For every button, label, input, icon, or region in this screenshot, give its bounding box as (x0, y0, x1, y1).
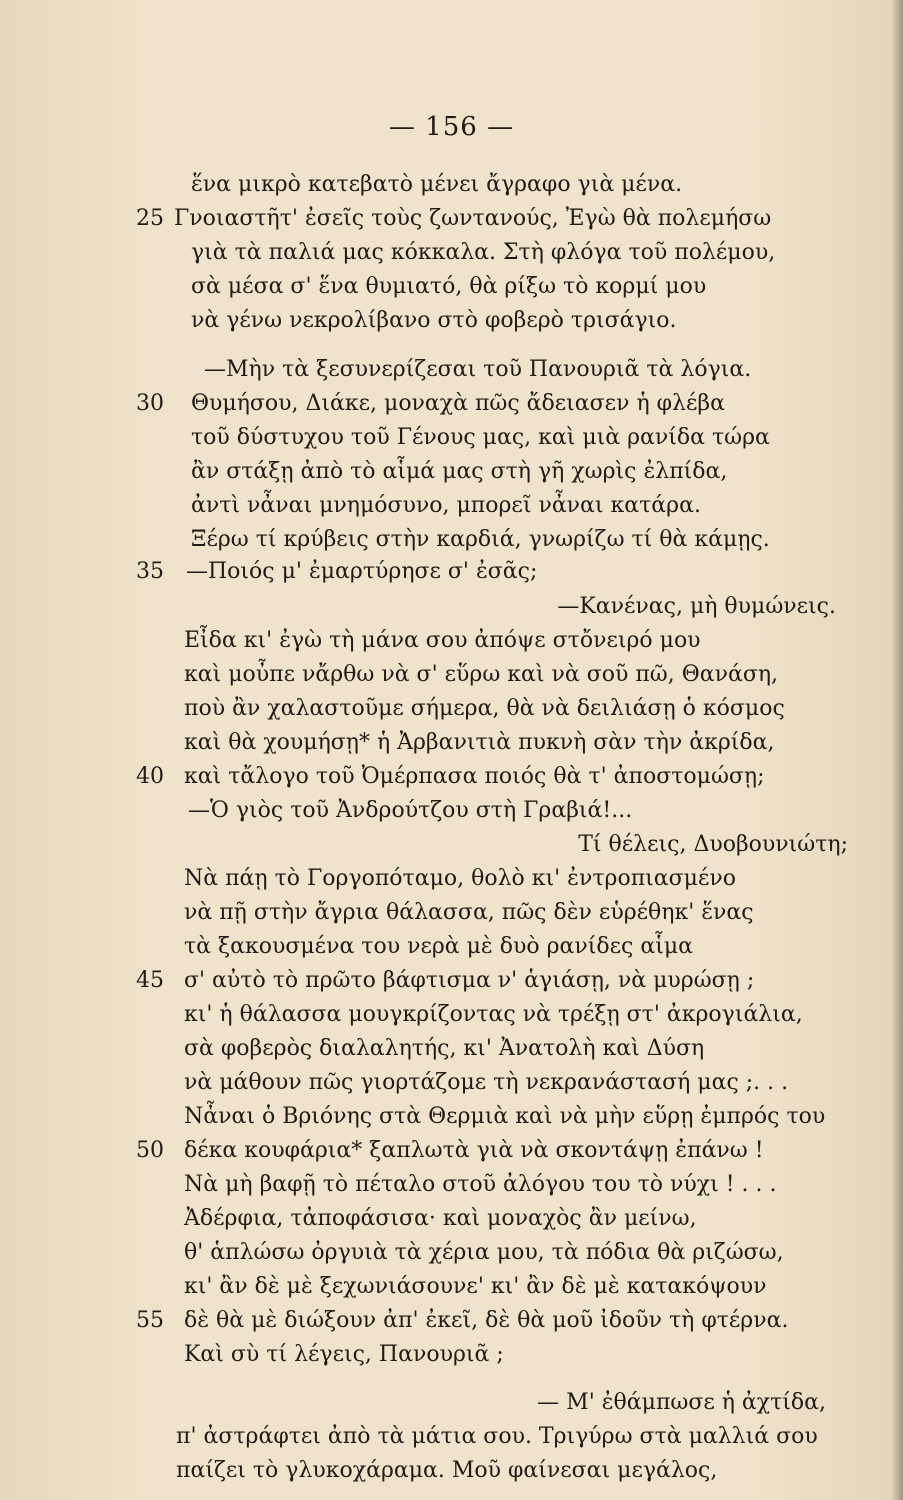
line-text: παίζει τὸ γλυκοχάραμα. Μοῦ φαίνεσαι μεγάλος, (176, 1458, 718, 1483)
line-number: 55 (136, 1308, 164, 1333)
line-text: π' ἀστράφτει ἀπὸ τὰ μάτια σου. Τριγύρω στὰ μαλλιά σου (176, 1424, 818, 1449)
line-text: τὰ ξακουσμένα του νερὰ μὲ δυὸ ρανίδες αἷμα (184, 934, 693, 959)
page-edge-shadow (891, 0, 903, 1500)
line-text: σ' αὐτὸ τὸ πρῶτο βάφτισμα ν' ἁγιάσῃ, νὰ μυρώσῃ ; (184, 968, 755, 993)
poem-line (136, 828, 848, 862)
line-text: Γνοιαστῆτ' ἐσεῖς τοὺς ζωντανούς, Ἐγὼ θὰ πολεμήσω (174, 206, 772, 231)
line-text: Εἶδα κι' ἐγὼ τὴ μάνα σου ἀπόψε στὄνειρό μου (184, 628, 701, 653)
poem-line (136, 998, 836, 1032)
line-text: Καὶ σὺ τί λέγεις, Πανουριᾶ ; (184, 1342, 504, 1367)
line-text: νὰ πῇ στὴν ἄγρια θάλασσα, πῶς δὲν εὑρέθηκ' ἕνας (184, 900, 754, 925)
poem-line (136, 1420, 836, 1454)
line-text: ποὺ ἂν χαλαστοῦμε σήμερα, θὰ νὰ δειλιάσῃ ὁ κόσμος (184, 696, 785, 721)
poem-line (136, 1134, 836, 1168)
line-text: Ἀδέρφια, τἀποφάσισα· καὶ μοναχὸς ἂν μείνω, (184, 1206, 697, 1231)
line-number: 40 (136, 764, 164, 789)
line-text: τοῦ δύστυχου τοῦ Γένους μας, καὶ μιὰ ρανίδα τώρα (191, 425, 770, 450)
line-text: καὶ τἄλογο τοῦ Ὀμέρπασα ποιός θὰ τ' ἀποστομώσῃ; (184, 764, 765, 789)
poem-line (136, 896, 836, 930)
line-number: 50 (136, 1138, 164, 1163)
poem-line (136, 421, 836, 455)
line-text: ἀντὶ νἆναι μνημόσυνο, μπορεῖ νἆναι κατάρα. (191, 493, 701, 518)
poem-line (136, 624, 836, 658)
poem-line (136, 168, 836, 202)
line-text: δὲ θὰ μὲ διώξουν ἀπ' ἐκεῖ, δὲ θὰ μοῦ ἰδοῦν τὴ φτέρνα. (184, 1308, 789, 1333)
line-text: —Ὁ γιὸς τοῦ Ἀνδρούτζου στὴ Γραβιά!... (188, 798, 633, 823)
line-text: νὰ μάθουν πῶς γιορτάζομε τὴ νεκρανάστασή μας ;. . . (184, 1070, 789, 1095)
line-text: δέκα κουφάρια* ξαπλωτὰ γιὰ νὰ σκοντάψῃ ἐπάνω ! (184, 1138, 764, 1163)
line-text: Τί θέλεις, Δυοβουνιώτη; (578, 832, 848, 857)
line-text: ἕνα μικρὸ κατεβατὸ μένει ἄγραφο γιὰ μένα. (191, 172, 683, 197)
line-text: — Μ' ἐθάμπωσε ἡ ἀχτίδα, (537, 1390, 826, 1415)
poem-line (136, 353, 836, 387)
poem-line (136, 1304, 836, 1338)
poem-line (136, 1100, 848, 1134)
poem-line (136, 1236, 836, 1270)
line-text: —Ποιός μ' ἐμαρτύρησε σ' ἐσᾶς; (186, 559, 538, 584)
line-text: σὰ μέσα σ' ἕνα θυμιατό, θὰ ρίξω τὸ κορμί μου (191, 274, 707, 299)
poem-line (136, 270, 836, 304)
poem-line (136, 760, 836, 794)
line-text: νὰ γένω νεκρολίβανο στὸ φοβερὸ τρισάγιο. (191, 308, 677, 333)
poem-line (136, 1338, 836, 1372)
line-text: Νἆναι ὁ Βριόνης στὰ Θερμιὰ καὶ νὰ μὴν εὕρῃ ἐμπρός του (184, 1104, 826, 1129)
poem-line (136, 523, 836, 557)
poem-line (136, 862, 836, 896)
poem-line (136, 930, 836, 964)
poem-line (136, 692, 836, 726)
line-text: Ξέρω τί κρύβεις στὴν καρδιά, γνωρίζω τί θὰ κάμῃς. (191, 527, 770, 552)
line-text: κι' ἡ θάλασσα μουγκρίζοντας νὰ τρέξῃ στ' ἀκρογιάλια, (184, 1002, 803, 1027)
poem-line (136, 964, 836, 998)
line-text: —Μὴν τὰ ξεσυνερίζεσαι τοῦ Πανουριᾶ τὰ λόγια. (204, 357, 752, 382)
poem-line (136, 794, 836, 828)
poem-line (136, 1066, 836, 1100)
poem-line (136, 1202, 836, 1236)
poem-line (136, 455, 836, 489)
poem-line (136, 304, 836, 338)
poem-line (136, 658, 836, 692)
line-text: καὶ θὰ χουμήσῃ* ἡ Ἀρβανιτιὰ πυκνὴ σὰν τὴν ἀκρίδα, (184, 730, 775, 755)
poem-line (136, 726, 836, 760)
line-text: Νὰ πάῃ τὸ Γοργοπόταμο, θολὸ κι' ἐντροπιασμένο (184, 866, 736, 891)
poem-line (136, 387, 836, 421)
line-text: ἂν στάξῃ ἀπὸ τὸ αἷμά μας στὴ γῆ χωρὶς ἐλπίδα, (191, 459, 728, 484)
poem-line (136, 489, 836, 523)
line-text: κι' ἂν δὲ μὲ ξεχωνιάσουνε' κι' ἂν δὲ μὲ κατακόψουν (184, 1274, 767, 1299)
line-text: θ' ἁπλώσω ὀργυιὰ τὰ χέρια μου, τὰ πόδια θὰ ριζώσω, (184, 1240, 784, 1265)
line-text: γιὰ τὰ παλιά μας κόκκαλα. Στὴ φλόγα τοῦ πολέμου, (191, 240, 776, 265)
poem-line (136, 1270, 836, 1304)
poem-line (136, 1032, 836, 1066)
poem-line (136, 1168, 836, 1202)
line-text: —Κανένας, μὴ θυμώνεις. (557, 594, 836, 619)
line-number: 45 (136, 968, 164, 993)
poem-line (136, 1386, 826, 1420)
line-number: 35 (136, 559, 164, 584)
poem-line (136, 1454, 836, 1488)
line-number: 30 (136, 391, 164, 416)
page-number: — 156 — (388, 112, 515, 142)
poem-line (136, 236, 836, 270)
line-text: σὰ φοβερὸς διαλαλητής, κι' Ἀνατολὴ καὶ Δύση (184, 1036, 705, 1061)
line-text: Θυμήσου, Διάκε, μοναχὰ πῶς ἄδειασεν ἡ φλέβα (191, 391, 725, 416)
poem-line (136, 590, 836, 624)
line-text: καὶ μοὖπε νἄρθω νὰ σ' εὕρω καὶ νὰ σοῦ πῶ, Θανάση, (184, 662, 779, 687)
poem-line (136, 555, 836, 589)
line-text: Νὰ μὴ βαφῇ τὸ πέταλο στοῦ ἀλόγου του τὸ νύχι ! . . . (184, 1172, 777, 1197)
poem-line (136, 202, 836, 236)
line-number: 25 (136, 206, 164, 231)
